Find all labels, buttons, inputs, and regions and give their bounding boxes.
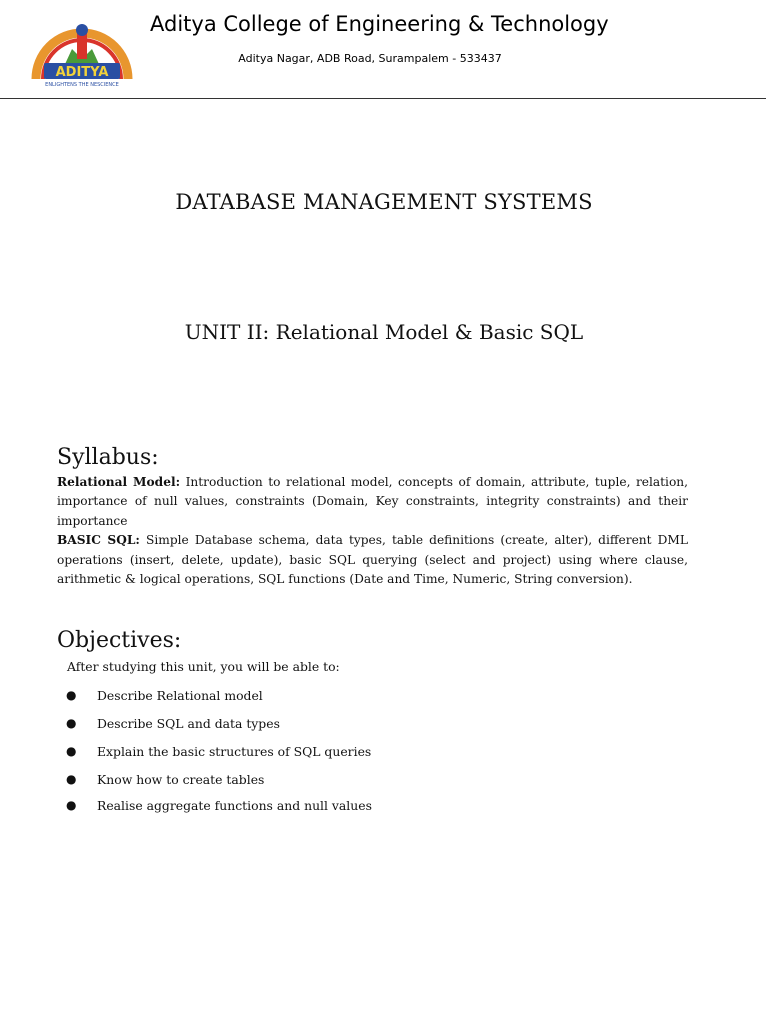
syllabus-item-basic-sql: [57, 531, 688, 589]
logo-wordmark: ADITYA: [55, 65, 109, 80]
bullet-icon: ●: [66, 688, 77, 702]
syllabus-heading: Syllabus:: [57, 445, 159, 470]
bullet-icon: ●: [66, 798, 77, 812]
bullet-icon: ●: [66, 716, 77, 730]
header-divider: [0, 98, 766, 99]
unit-title: UNIT II: Relational Model & Basic SQL: [184, 320, 584, 344]
syllabus-item-text: Simple Database schema, data types, table definitions (create, alter), different DML operations (insert, delete, update), basic SQL querying (select and project) using where clause, arithmetic & logical operations, SQL functions (Date and Time, Numeric, String conversion).: [57, 533, 688, 587]
syllabus-item-relational-model: [57, 473, 688, 531]
bullet-icon: ●: [66, 772, 77, 786]
logo-tagline: ENLIGHTENS THE NESCIENCE: [45, 82, 119, 88]
objectives-intro: After studying this unit, you will be able to:: [67, 659, 340, 674]
syllabus-item-label: BASIC SQL:: [57, 533, 140, 548]
bullet-icon: ●: [66, 744, 77, 758]
syllabus-item-text: Introduction to relational model, concepts of domain, attribute, tuple, relation, importance of null values, constraints (Domain, Key constraints, integrity constraints) and their importance: [57, 475, 689, 528]
college-name: Aditya College of Engineering & Technology: [150, 12, 609, 36]
college-address: Aditya Nagar, ADB Road, Surampalem - 533437: [238, 52, 502, 65]
college-logo: [30, 13, 134, 89]
objectives-heading: Objectives:: [57, 628, 182, 653]
page-header: [0, 0, 768, 100]
syllabus-item-label: Relational Model:: [57, 475, 181, 489]
document-title: DATABASE MANAGEMENT SYSTEMS: [175, 190, 593, 214]
syllabus-body: [57, 473, 688, 589]
